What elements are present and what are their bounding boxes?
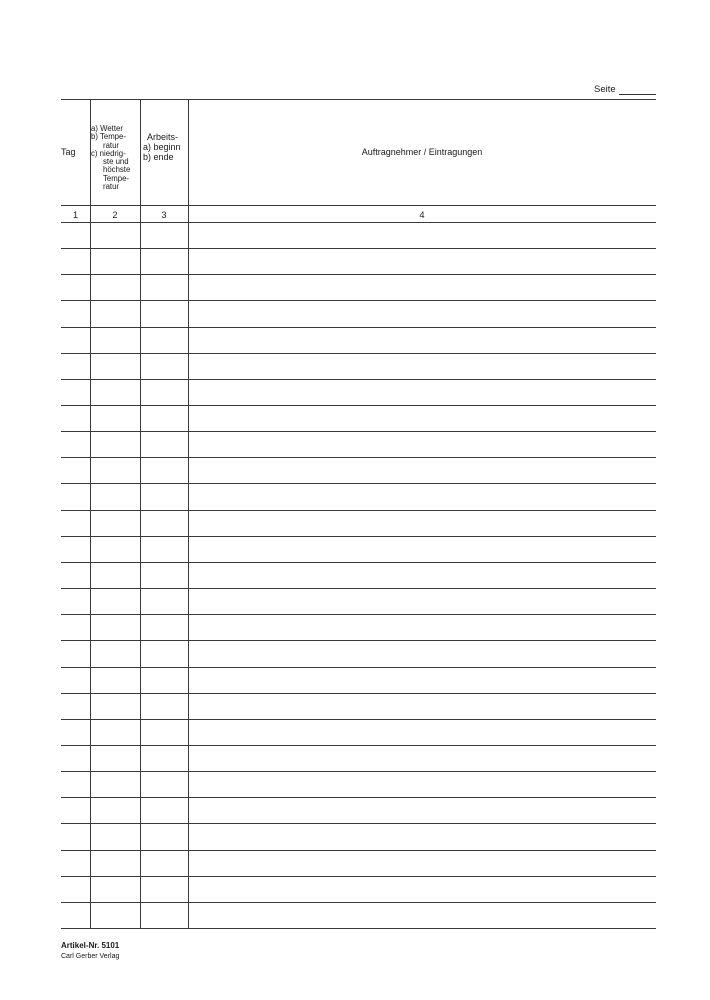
entry-cell-col3[interactable] (140, 406, 188, 431)
entry-cell-col1[interactable] (61, 354, 90, 379)
entry-cell-col4[interactable] (188, 275, 656, 300)
entry-cell-col1[interactable] (61, 798, 90, 823)
column-number-4: 4 (419, 210, 425, 220)
entry-cell-col2[interactable] (90, 641, 140, 666)
entry-cell-col3[interactable] (140, 798, 188, 823)
entry-cell-col1[interactable] (61, 589, 90, 614)
entry-cell-col2[interactable] (90, 275, 140, 300)
header-weather-line: ste und (103, 157, 129, 166)
entry-cell-col3[interactable] (140, 641, 188, 666)
entry-cell-col3[interactable] (140, 432, 188, 457)
entry-cell-col2[interactable] (90, 798, 140, 823)
header-weather-line: b) Tempe- (91, 132, 126, 142)
column-number-1: 1 (72, 210, 78, 220)
header-bottom-rule (61, 205, 656, 206)
entry-cell-col4[interactable] (188, 589, 656, 614)
entry-cell-col4[interactable] (188, 824, 656, 849)
entry-cell-col4[interactable] (188, 537, 656, 562)
column-number-3: 3 (161, 210, 167, 220)
entry-cell-col4[interactable] (188, 903, 656, 928)
entry-cell-col3[interactable] (140, 301, 188, 326)
entry-cell-col2[interactable] (90, 563, 140, 588)
header-weather-line: a) Wetter (91, 124, 123, 133)
entry-cell-col1[interactable] (61, 301, 90, 326)
header-work-line: a) beginn (143, 142, 181, 153)
entry-cell-col3[interactable] (140, 589, 188, 614)
entry-cell-col4[interactable] (188, 511, 656, 536)
entry-cell-col1[interactable] (61, 275, 90, 300)
entry-cell-col1[interactable] (61, 851, 90, 876)
entry-cell-col1[interactable] (61, 641, 90, 666)
entry-cell-col4[interactable] (188, 851, 656, 876)
entry-cell-col1[interactable] (61, 903, 90, 928)
entry-cell-col2[interactable] (90, 301, 140, 326)
entry-cell-col3[interactable] (140, 328, 188, 353)
entry-cell-col3[interactable] (140, 458, 188, 483)
entry-cell-col4[interactable] (188, 301, 656, 326)
entry-cell-col4[interactable] (188, 458, 656, 483)
entry-cell-col3[interactable] (140, 772, 188, 797)
header-weather-temperature (91, 125, 130, 191)
entry-cell-col2[interactable] (90, 458, 140, 483)
entry-cell-col3[interactable] (140, 484, 188, 509)
entry-cell-col1[interactable] (61, 380, 90, 405)
entry-cell-col3[interactable] (140, 720, 188, 745)
header-weather-line: Tempe- (103, 173, 129, 183)
header-day: Tag (61, 147, 76, 157)
header-weather-line: ratur (103, 140, 120, 150)
entry-cell-col1[interactable] (61, 694, 90, 719)
entry-cell-col3[interactable] (140, 903, 188, 928)
row-rule (61, 928, 656, 929)
entry-cell-col4[interactable] (188, 772, 656, 797)
entry-cell-col4[interactable] (188, 798, 656, 823)
entry-cell-col3[interactable] (140, 223, 188, 248)
entry-cell-col1[interactable] (61, 406, 90, 431)
header-weather-line: c) niedrig- (91, 148, 126, 158)
entry-cell-col3[interactable] (140, 877, 188, 902)
entry-cell-col2[interactable] (90, 589, 140, 614)
page-number-label: Seite (594, 84, 616, 95)
entry-cell-col3[interactable] (140, 746, 188, 771)
entry-cell-col2[interactable] (90, 432, 140, 457)
entry-cell-col2[interactable] (90, 484, 140, 509)
entry-cell-col4[interactable] (188, 406, 656, 431)
entry-cell-col1[interactable] (61, 615, 90, 640)
entry-cell-col2[interactable] (90, 223, 140, 248)
entry-cell-col4[interactable] (188, 641, 656, 666)
entry-cell-col2[interactable] (90, 877, 140, 902)
entry-cell-col3[interactable] (140, 615, 188, 640)
construction-log-table (61, 99, 656, 928)
header-work-start-end (143, 132, 181, 162)
publisher-name: Carl Gerber Verlag (61, 952, 120, 960)
entry-cell-col3[interactable] (140, 249, 188, 274)
entry-cell-col3[interactable] (140, 694, 188, 719)
footer (61, 941, 119, 961)
entry-cell-col1[interactable] (61, 720, 90, 745)
entry-cell-col2[interactable] (90, 537, 140, 562)
entry-cell-col4[interactable] (188, 668, 656, 693)
entry-cell-col4[interactable] (188, 563, 656, 588)
entry-cell-col4[interactable] (188, 746, 656, 771)
entry-cell-col1[interactable] (61, 563, 90, 588)
entry-cell-col1[interactable] (61, 249, 90, 274)
entry-cell-col4[interactable] (188, 223, 656, 248)
header-contractor-entries: Auftragnehmer / Eintragungen (361, 147, 483, 157)
entry-cell-col2[interactable] (90, 694, 140, 719)
entry-cell-col3[interactable] (140, 563, 188, 588)
entry-cell-col2[interactable] (90, 511, 140, 536)
table-top-rule (61, 99, 656, 100)
entry-cell-col3[interactable] (140, 275, 188, 300)
entry-cell-col1[interactable] (61, 432, 90, 457)
entry-cell-col3[interactable] (140, 354, 188, 379)
entry-cell-col1[interactable] (61, 746, 90, 771)
entry-cell-col2[interactable] (90, 720, 140, 745)
entry-cell-col4[interactable] (188, 354, 656, 379)
entry-cell-col2[interactable] (90, 851, 140, 876)
entry-cell-col1[interactable] (61, 824, 90, 849)
entry-cell-col4[interactable] (188, 380, 656, 405)
entry-cell-col4[interactable] (188, 720, 656, 745)
entry-cell-col2[interactable] (90, 615, 140, 640)
entry-cell-col1[interactable] (61, 668, 90, 693)
entry-cell-col3[interactable] (140, 851, 188, 876)
entry-cell-col4[interactable] (188, 484, 656, 509)
entry-cell-col2[interactable] (90, 380, 140, 405)
entry-cell-col3[interactable] (140, 511, 188, 536)
entry-cell-col2[interactable] (90, 824, 140, 849)
header-weather-line: ratur (103, 181, 120, 191)
article-number: Artikel-Nr. 5101 (61, 941, 120, 950)
entry-cell-col1[interactable] (61, 223, 90, 248)
page-number-blank[interactable] (619, 94, 656, 95)
entry-cell-col3[interactable] (140, 537, 188, 562)
entry-cell-col2[interactable] (90, 772, 140, 797)
entry-cell-col4[interactable] (188, 694, 656, 719)
entry-cell-col2[interactable] (90, 746, 140, 771)
header-work-line: Arbeits- (147, 132, 179, 142)
entry-cell-col2[interactable] (90, 249, 140, 274)
entry-cell-col1[interactable] (61, 537, 90, 562)
entry-cell-col4[interactable] (188, 249, 656, 274)
header-weather-line: höchste (103, 165, 131, 175)
entry-cell-col4[interactable] (188, 432, 656, 457)
entry-cell-col4[interactable] (188, 877, 656, 902)
entry-cell-col1[interactable] (61, 511, 90, 536)
entry-cell-col1[interactable] (61, 458, 90, 483)
entry-cell-col2[interactable] (90, 903, 140, 928)
entry-cell-col2[interactable] (90, 328, 140, 353)
page-number-field (580, 84, 656, 98)
entry-cell-col1[interactable] (61, 772, 90, 797)
entry-cell-col3[interactable] (140, 380, 188, 405)
entry-cell-col3[interactable] (140, 824, 188, 849)
header-work-line: b) ende (143, 152, 174, 163)
entry-cell-col1[interactable] (61, 877, 90, 902)
column-number-2: 2 (112, 210, 118, 220)
entry-cell-col2[interactable] (90, 406, 140, 431)
entry-cell-col2[interactable] (90, 668, 140, 693)
entry-cell-col4[interactable] (188, 615, 656, 640)
entry-cell-col1[interactable] (61, 328, 90, 353)
entry-cell-col4[interactable] (188, 328, 656, 353)
entry-cell-col1[interactable] (61, 484, 90, 509)
entry-cell-col2[interactable] (90, 354, 140, 379)
entry-cell-col3[interactable] (140, 668, 188, 693)
